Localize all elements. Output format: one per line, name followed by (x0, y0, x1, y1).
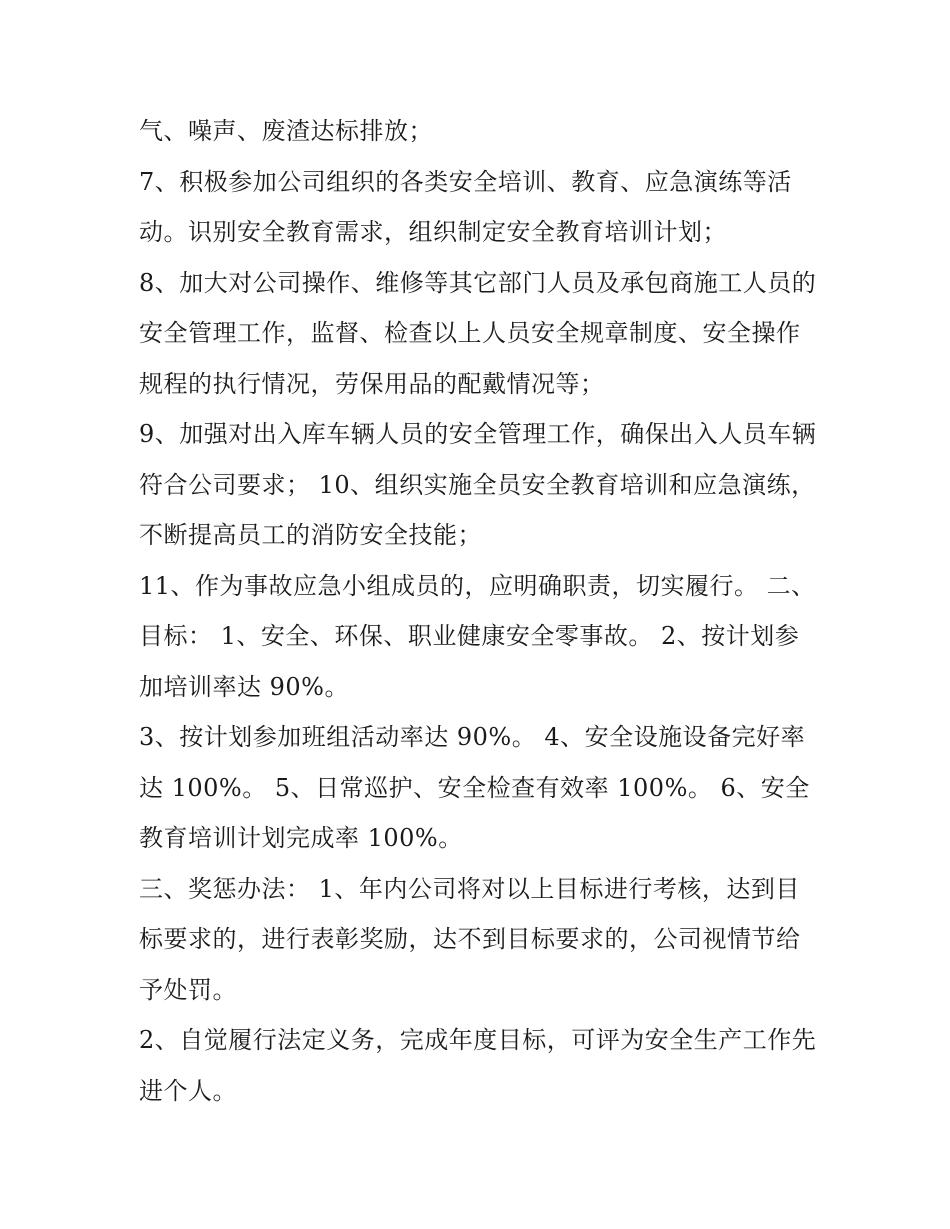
paragraph-rewards-1: 三、奖惩办法： 1、年内公司将对以上目标进行考核，达到目标要求的，进行表彰奖励，达不到目标要求的，公司视情节给予处罚。 (139, 874, 801, 1004)
paragraph-emissions: 气、噪声、废渣达标排放； (139, 117, 433, 145)
paragraph-item-11-goals: 11、作为事故应急小组成员的，应明确职责，切实履行。 二、目标： 1、安全、环保、职业健康安全零事故。 2、按计划参加培训率达 90%。 (139, 571, 816, 701)
paragraph-item-8: 8、加大对公司操作、维修等其它部门人员及承包商施工人员的安全管理工作，监督、检查以上人员安全规章制度、安全操作规程的执行情况，劳保用品的配戴情况等； (139, 268, 817, 398)
paragraph-item-7: 7、积极参加公司组织的各类安全培训、教育、应急演练等活动。识别安全教育需求，组织制定安全教育培训计划； (139, 167, 792, 246)
paragraph-rewards-2: 2、自觉履行法定义务，完成年度目标，可评为安全生产工作先进个人。 (139, 1026, 817, 1105)
paragraph-goals-3-6: 3、按计划参加班组活动率达 90%。 4、安全设施设备完好率达 100%。 5、日常巡护、安全检查有效率 100%。 6、安全教育培训计划完成率 100%。 (139, 723, 810, 852)
paragraph-item-9-10: 9、加强对出入库车辆人员的安全管理工作，确保出入人员车辆符合公司要求； 10、组织实施全员安全教育培训和应急演练，不断提高员工的消防安全技能； (139, 420, 817, 549)
document-body (139, 106, 819, 1116)
